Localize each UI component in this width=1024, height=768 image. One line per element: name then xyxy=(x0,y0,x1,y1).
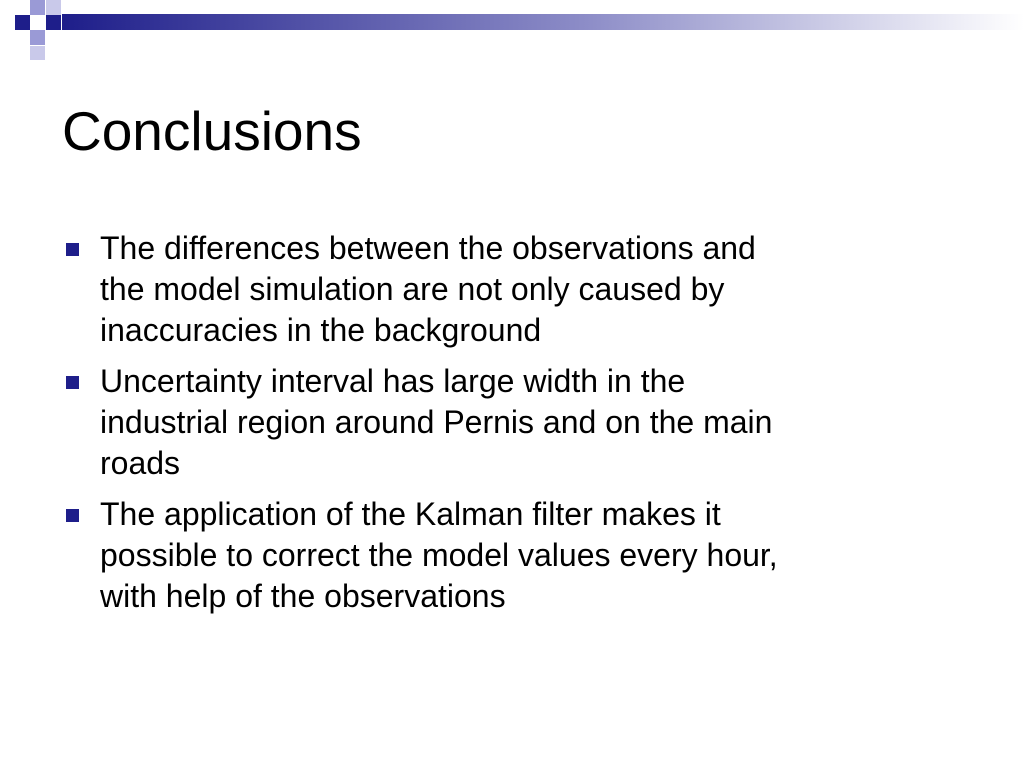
bullet-line: Uncertainty interval has large width in the xyxy=(100,363,686,399)
bullet-line: The differences between the observations and xyxy=(100,230,756,266)
bullet-line: the model simulation are not only caused by xyxy=(100,271,725,307)
square-bullet-icon xyxy=(66,509,79,522)
bullet-list xyxy=(62,228,962,627)
bullet-line: industrial region around Pernis and on the main xyxy=(100,404,773,440)
bullet-item xyxy=(62,361,962,484)
bullet-line: The application of the Kalman filter makes it xyxy=(100,496,721,532)
slide-title: Conclusions xyxy=(62,100,362,162)
bullet-line: inaccuracies in the background xyxy=(100,312,542,348)
bullet-line: possible to correct the model values every hour, xyxy=(100,537,778,573)
header-decoration xyxy=(0,0,1024,60)
bullet-line: roads xyxy=(100,445,181,481)
bullet-line: with help of the observations xyxy=(100,578,506,614)
square-bullet-icon xyxy=(66,243,79,256)
corner-squares-decoration xyxy=(15,0,61,60)
square-bullet-icon xyxy=(66,376,79,389)
bullet-item xyxy=(62,228,962,351)
header-gradient-bar xyxy=(62,14,1024,30)
bullet-item xyxy=(62,494,962,617)
